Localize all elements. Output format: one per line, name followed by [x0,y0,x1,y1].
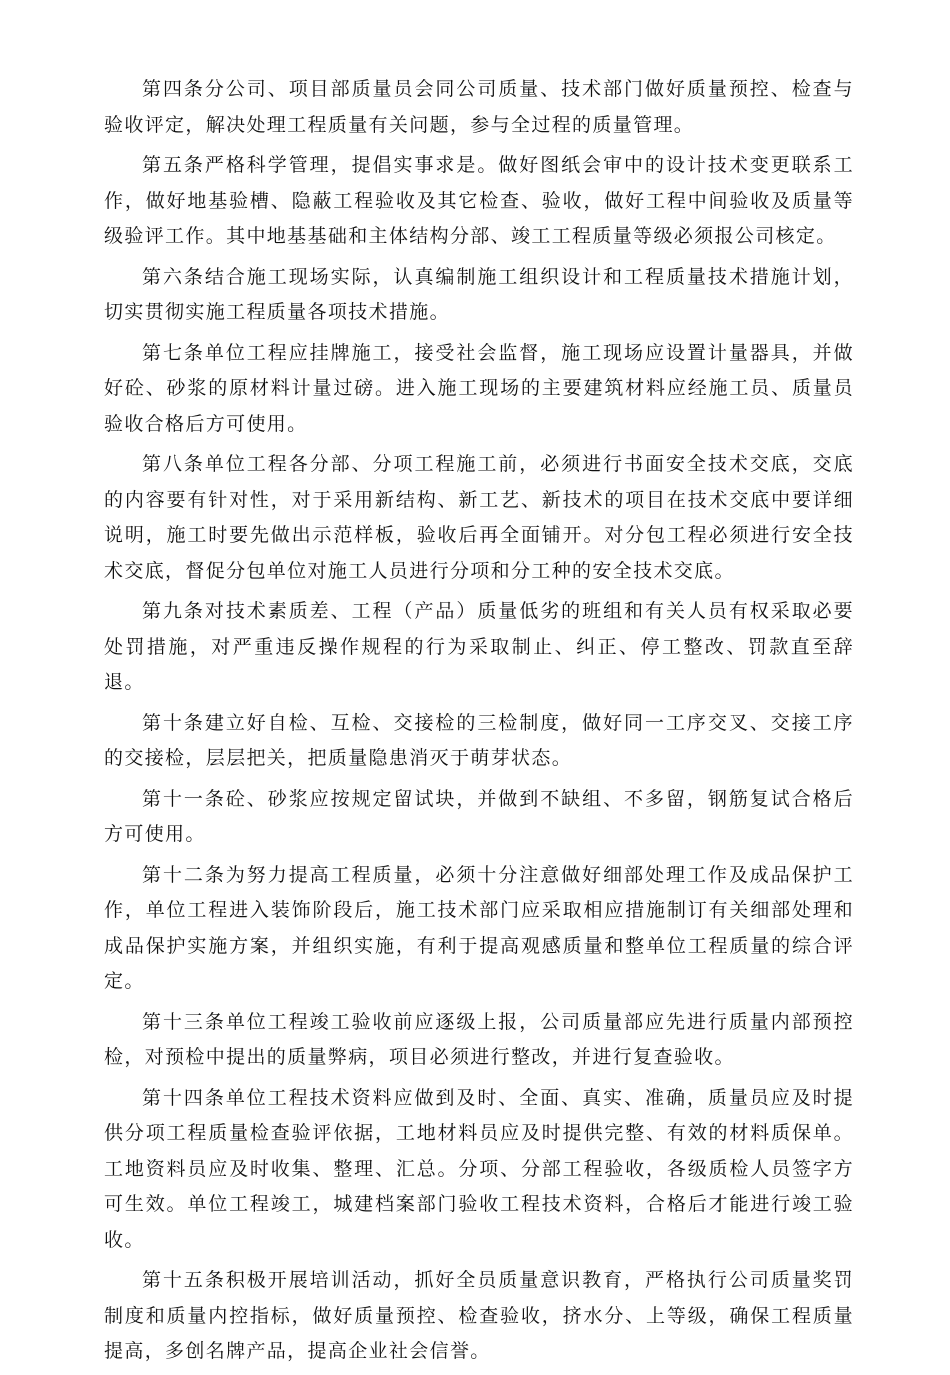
article-13-paragraph: 第十三条单位工程竣工验收前应逐级上报，公司质量部应先进行质量内部预控检，对预检中提出的质量弊病，项目必须进行整改，并进行复查验收。 [104,1010,854,1068]
document-body [104,72,854,1375]
article-4-paragraph: 第四条分公司、项目部质量员会同公司质量、技术部门做好质量预控、检查与验收评定，解决处理工程质量有关问题，参与全过程的质量管理。 [104,78,854,136]
article-6-paragraph: 第六条结合施工现场实际，认真编制施工组织设计和工程质量技术措施计划，切实贯彻实施工程质量各项技术措施。 [104,265,854,323]
article-5-paragraph: 第五条严格科学管理，提倡实事求是。做好图纸会审中的设计技术变更联系工作，做好地基验槽、隐蔽工程验收及其它检查、验收，做好工程中间验收及质量等级验评工作。其中地基基础和主体结构分部、竣工工程质量等级必须报公司核定。 [104,154,854,247]
article-12-paragraph: 第十二条为努力提高工程质量，必须十分注意做好细部处理工作及成品保护工作，单位工程进入装饰阶段后，施工技术部门应采取相应措施制订有关细部处理和成品保护实施方案，并组织实施，有利于提高观感质量和整单位工程质量的综合评定。 [104,863,854,992]
article-15-paragraph: 第十五条积极开展培训活动，抓好全员质量意识教育，严格执行公司质量奖罚制度和质量内控指标，做好质量预控、检查验收，挤水分、上等级，确保工程质量提高，多创名牌产品，提高企业社会信誉。 [104,1269,854,1362]
article-9-paragraph: 第九条对技术素质差、工程（产品）质量低劣的班组和有关人员有权采取必要处罚措施，对严重违反操作规程的行为采取制止、纠正、停工整改、罚款直至辞退。 [104,600,854,693]
article-7-paragraph: 第七条单位工程应挂牌施工，接受社会监督，施工现场应设置计量器具，并做好砼、砂浆的原材料计量过磅。进入施工现场的主要建筑材料应经施工员、质量员验收合格后方可使用。 [104,341,854,435]
article-11-paragraph: 第十一条砼、砂浆应按规定留试块，并做到不缺组、不多留，钢筋复试合格后方可使用。 [104,787,854,845]
article-14-paragraph: 第十四条单位工程技术资料应做到及时、全面、真实、准确，质量员应及时提供分项工程质量检查验评依据，工地材料员应及时提供完整、有效的材料质保单。工地资料员应及时收集、整理、汇总。分项、分部工程验收，各级质检人员签字方可生效。单位工程竣工，城建档案部门验收工程技术资料，合格后才能进行竣工验收。 [104,1086,854,1251]
article-8-paragraph: 第八条单位工程各分部、分项工程施工前，必须进行书面安全技术交底，交底的内容要有针对性，对于采用新结构、新工艺、新技术的项目在技术交底中要详细说明，施工时要先做出示范样板，验收后再全面铺开。对分包工程必须进行安全技术交底，督促分包单位对施工人员进行分项和分工种的安全技术交底。 [104,453,854,582]
article-10-paragraph: 第十条建立好自检、互检、交接检的三检制度，做好同一工序交叉、交接工序的交接检，层层把关，把质量隐患消灭于萌芽状态。 [104,711,854,769]
